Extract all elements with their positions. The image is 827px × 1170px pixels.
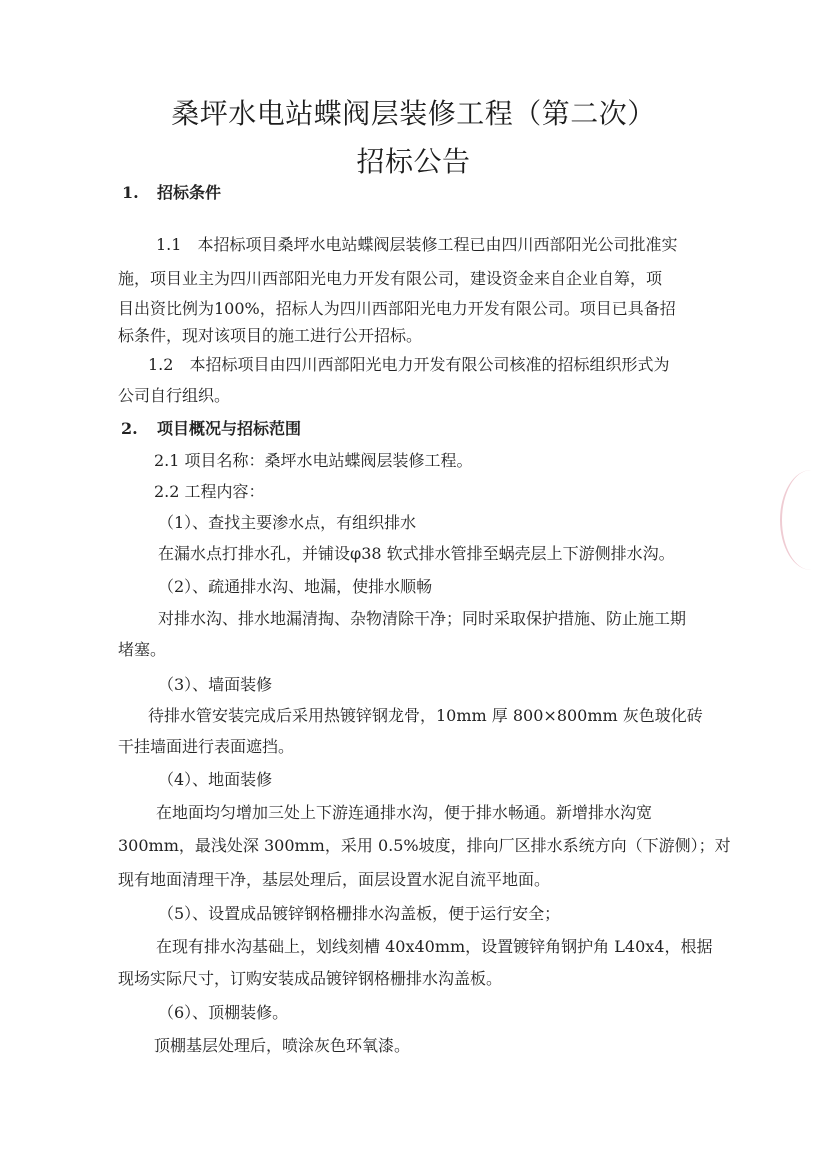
item-3-description-line-1: 待排水管安装完成后采用热镀锌钢龙骨，10mm 厚 800×800mm 灰色玻化砖 [148, 706, 703, 725]
document-title: 桑坪水电站蝶阀层装修工程（第二次） [171, 97, 656, 130]
paragraph-1-1-line-1: 1.1 本招标项目桑坪水电站蝶阀层装修工程已由四川西部阳光公司批准实 [156, 235, 678, 254]
item-5-title: （5）、设置成品镀锌钢格栅排水沟盖板，便于运行安全； [158, 904, 561, 923]
item-6-title: （6）、顶棚装修。 [158, 1003, 289, 1022]
item-3-description-line-2: 干挂墙面进行表面遮挡。 [118, 737, 295, 756]
paragraph-1-1-line-4: 标条件，现对该项目的施工进行公开招标。 [118, 326, 423, 345]
section-2-heading: 项目概况与招标范围 [157, 419, 302, 438]
document-subtitle: 招标公告 [356, 145, 471, 178]
paragraph-1-1-line-2: 施，项目业主为四川西部阳光电力开发有限公司，建设资金来自企业自筹，项 [118, 269, 663, 288]
item-6-description: 顶棚基层处理后，喷涂灰色环氧漆。 [154, 1036, 411, 1055]
item-2-description-line-2: 堵塞。 [118, 640, 167, 659]
item-1-description: 在漏水点打排水孔，并铺设φ38 软式排水管排至蜗壳层上下游侧排水沟。 [158, 544, 675, 563]
paragraph-1-2-line-2: 公司自行组织。 [118, 386, 231, 405]
project-content-line: 2.2 工程内容： [154, 482, 265, 501]
section-1-number: 1. [122, 183, 139, 202]
section-2-number: 2. [121, 419, 138, 438]
paragraph-1-1-line-3: 目出资比例为100%，招标人为四川西部阳光电力开发有限公司。项目已具备招 [118, 299, 676, 318]
section-1-heading: 招标条件 [157, 183, 222, 202]
project-name-line: 2.1 项目名称：桑坪水电站蝶阀层装修工程。 [154, 451, 473, 470]
item-2-description-line-1: 对排水沟、排水地漏清掏、杂物清除干净；同时采取保护措施、防止施工期 [158, 609, 687, 628]
seal-stamp-edge [780, 470, 827, 570]
item-4-title: （4）、地面装修 [158, 770, 273, 789]
item-3-title: （3）、墙面装修 [158, 675, 273, 694]
item-5-description-line-2: 现场实际尺寸，订购安装成品镀锌钢格栅排水沟盖板。 [118, 969, 503, 988]
item-4-description-line-3: 现有地面清理干净，基层处理后，面层设置水泥自流平地面。 [118, 870, 551, 889]
item-5-description-line-1: 在现有排水沟基础上，划线刻槽 40x40mm，设置镀锌角钢护角 L40x4，根据 [156, 937, 713, 956]
item-1-title: （1）、查找主要渗水点，有组织排水 [158, 513, 417, 532]
item-4-description-line-2: 300mm，最浅处深 300mm，采用 0.5%坡度，排向厂区排水系统方向（下游侧）；对 [118, 836, 731, 855]
item-4-description-line-1: 在地面均匀增加三处上下游连通排水沟，便于排水畅通。新增排水沟宽 [156, 803, 653, 822]
item-2-title: （2）、疏通排水沟、地漏，使排水顺畅 [158, 577, 433, 596]
paragraph-1-2-line-1: 1.2 本招标项目由四川西部阳光电力开发有限公司核准的招标组织形式为 [148, 355, 670, 374]
